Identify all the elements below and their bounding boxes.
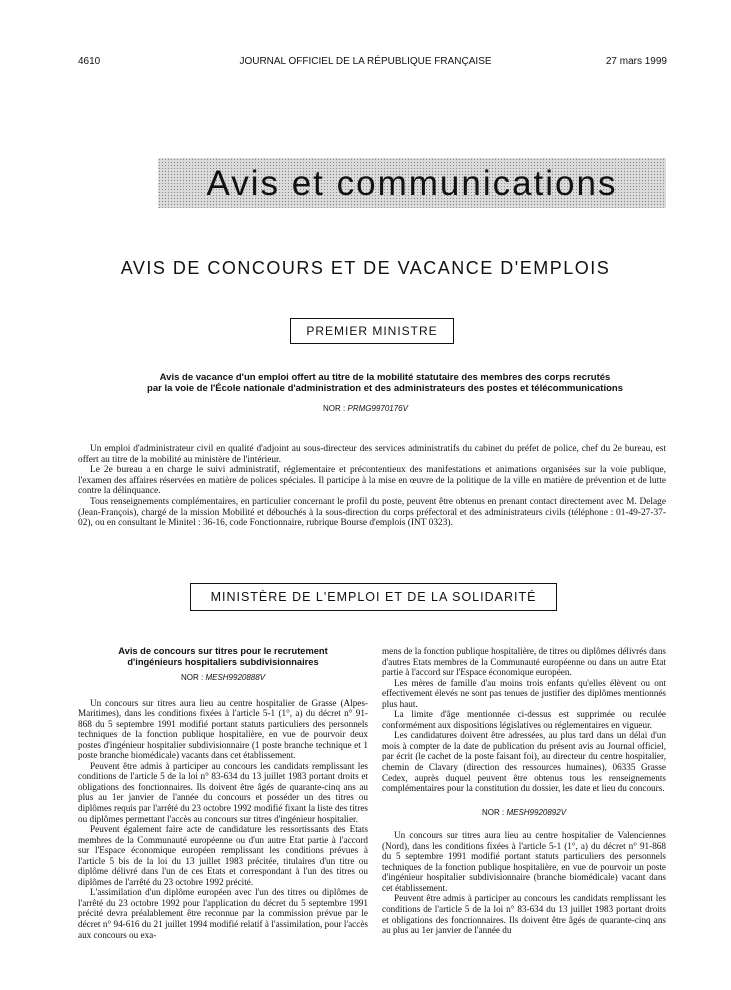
paragraph: Un concours sur titres aura lieu au centre hospitalier de Valenciennes (Nord), dans les conditions fixées à l'article 5-1 (1°, a) du décret n° 91-868 du 5 septembre 1991 modifié portant statuts particuliers des personnels techniques de la fonction publique hospitalière, en vue de pourvoir un poste d'ingénieur hospitalier subdivisionnaire (branche biomédicale) vacant dans cet établissement.: [382, 830, 666, 893]
paragraph: Peuvent être admis à participer au concours les candidats remplissant les conditions de l'article 5 de la loi n° 83-634 du 13 juillet 1983 portant droits et obligations des fonctionnaires. Ils doivent être âgés de quarante-cinq ans au plus au 1er janvier de l'année du: [382, 893, 666, 936]
notice1-nor: [0, 404, 731, 413]
paragraph: Tous renseignements complémentaires, en particulier concernant le profil du poste, peuvent être obtenus en prenant contact directement avec M. Delage (Jean-François), chargé de la mission Mobilité et débouchés à la sous-direction du corps préfectoral et des administrateurs civils (téléphone : 01-49-27-37-02), ou en consultant le Minitel : 36-16, code Fonctionnaire, rubrique Bourse d'emplois (INT 0323).: [78, 496, 666, 529]
notice3-nor: [382, 808, 666, 819]
nor-label: NOR :: [180, 673, 204, 682]
nor-code: MESH9920892V: [506, 807, 567, 817]
notice1-title-line2: par la voie de l'École nationale d'administration et des administrateurs des postes et télécommunications: [147, 383, 623, 394]
notice1-body: [78, 444, 666, 529]
paragraph: La limite d'âge mentionnée ci-dessus est supprimée ou reculée conformément aux dispositions législatives ou réglementaires en vigueur.: [382, 709, 666, 730]
section-title: AVIS DE CONCOURS ET DE VACANCE D'EMPLOIS: [120, 258, 611, 278]
paragraph: L'assimilation d'un diplôme européen avec l'un des titres ou diplômes de l'arrêté du 23 octobre 1992 pour l'application du décret du 5 septembre 1991 précité devra préalablement être reconnue par la commission prévue par le décret n° 94-616 du 21 juillet 1994 modifié relatif à l'assimilation, pour l'accès aux concours ou exa-: [78, 887, 368, 940]
publication-date: 27 mars 1999: [605, 56, 667, 67]
notice1-title-line1: Avis de vacance d'un emploi offert au titre de la mobilité statutaire des membres des corps recrutés: [159, 372, 611, 383]
paragraph: Un emploi d'administrateur civil en qualité d'adjoint au sous-directeur des services administratifs du cabinet du préfet de police, chef du 2e bureau, est offert au titre de la mobilité au ministère de l'intérieur.: [78, 444, 666, 465]
nor-code: PRMG9970176V: [347, 404, 408, 413]
paragraph: Peuvent être admis à participer au concours les candidats remplissant les conditions de l'article 5 de la loi n° 83-634 du 13 juillet 1983 portant droits et obligations des fonctionnaires. Ils doivent être âgés de quarante-cinq ans au plus au 1er janvier de l'année du concours et posséder un des titres ou diplômes requis par l'arrêté du 23 octobre 1992 modifié fixant la liste des titres ou diplômes permettant l'accès au concours sur titres d'ingénieur hospitalier.: [78, 760, 368, 824]
paragraph: Les mères de famille d'au moins trois enfants qu'elles élèvent ou ont effectivement élevés ne sont pas tenues de justifier des diplômes mentionnés plus haut.: [382, 677, 666, 709]
ministry-label: PREMIER MINISTRE: [306, 324, 438, 338]
left-column: [78, 646, 368, 940]
paragraph: mens de la fonction publique hospitalière, de titres ou diplômes délivrés dans d'autres Etats membres de la Communauté européenne ou dans un autre Etat partie à l'accord sur l'Espace économique européen.: [382, 646, 666, 678]
nor-label: NOR :: [481, 807, 505, 817]
paragraph: Peuvent également faire acte de candidature les ressortissants des Etats membres de la Communauté européenne ou d'un autre Etat partie à l'accord sur l'Espace économique européen remplissant les conditions prévues à l'article 5 bis de la loi du 13 juillet 1983 précitée, titulaires d'un titre ou diplôme délivré dans l'un de ces Etats et correspondant à l'un des titres ou diplômes de l'arrêté du 23 octobre 1992 précité.: [78, 824, 368, 887]
nor-label: NOR :: [323, 404, 346, 413]
nor-code: MESH9920888V: [205, 673, 266, 682]
notice2-nor: [78, 673, 368, 684]
page-number: 4610: [78, 56, 101, 67]
banner-title: Avis et communications: [206, 164, 618, 203]
paragraph: Le 2e bureau a en charge le suivi administratif, réglementaire et précontentieux des manifestations et animations organisées sur la voie publique, l'examen des affaires réservées en matière de polices spéciales. Il participe à la mise en œuvre de la politique de la ville en matière de prévention et de lutte contre la délinquance.: [78, 465, 666, 497]
notice2-title: Avis de concours sur titres pour le recrutement d'ingénieurs hospitaliers subdivisionnaires: [118, 646, 328, 667]
paragraph: Un concours sur titres aura lieu au centre hospitalier de Grasse (Alpes-Maritimes), dans les conditions fixées à l'article 5-1 (1°, a) du décret n° 91-868 du 5 septembre 1991 modifié portant statuts particuliers des personnels techniques de la fonction publique hospitalière, en vue de pourvoir deux postes d'ingénieur hospitalier subdivisionnaire (1 poste branche technique et 1 poste branche biomédicale) vacants dans cet établissement.: [78, 697, 368, 761]
ministry-box-emploi-solidarite: [190, 583, 557, 611]
right-column: [382, 646, 666, 936]
paragraph: Les candidatures doivent être adressées, au plus tard dans un délai d'un mois à compter de la date de publication du présent avis au Journal officiel, par écrit (le cachet de la poste faisant foi), au directeur du centre hospitalier, chemin de Clavary (direction des ressources humaines), 06335 Grasse Cedex, auprès duquel peuvent être obtenus tous les renseignements complémentaires pour la constitution du dossier, les date et lieu du concours.: [382, 730, 666, 794]
notice1-title: [95, 372, 675, 394]
ministry-box-premier-ministre: [290, 318, 454, 344]
ministry-label: MINISTÈRE DE L'EMPLOI ET DE LA SOLIDARITÉ: [210, 590, 537, 604]
journal-title: JOURNAL OFFICIEL DE LA RÉPUBLIQUE FRANÇAISE: [239, 56, 492, 67]
